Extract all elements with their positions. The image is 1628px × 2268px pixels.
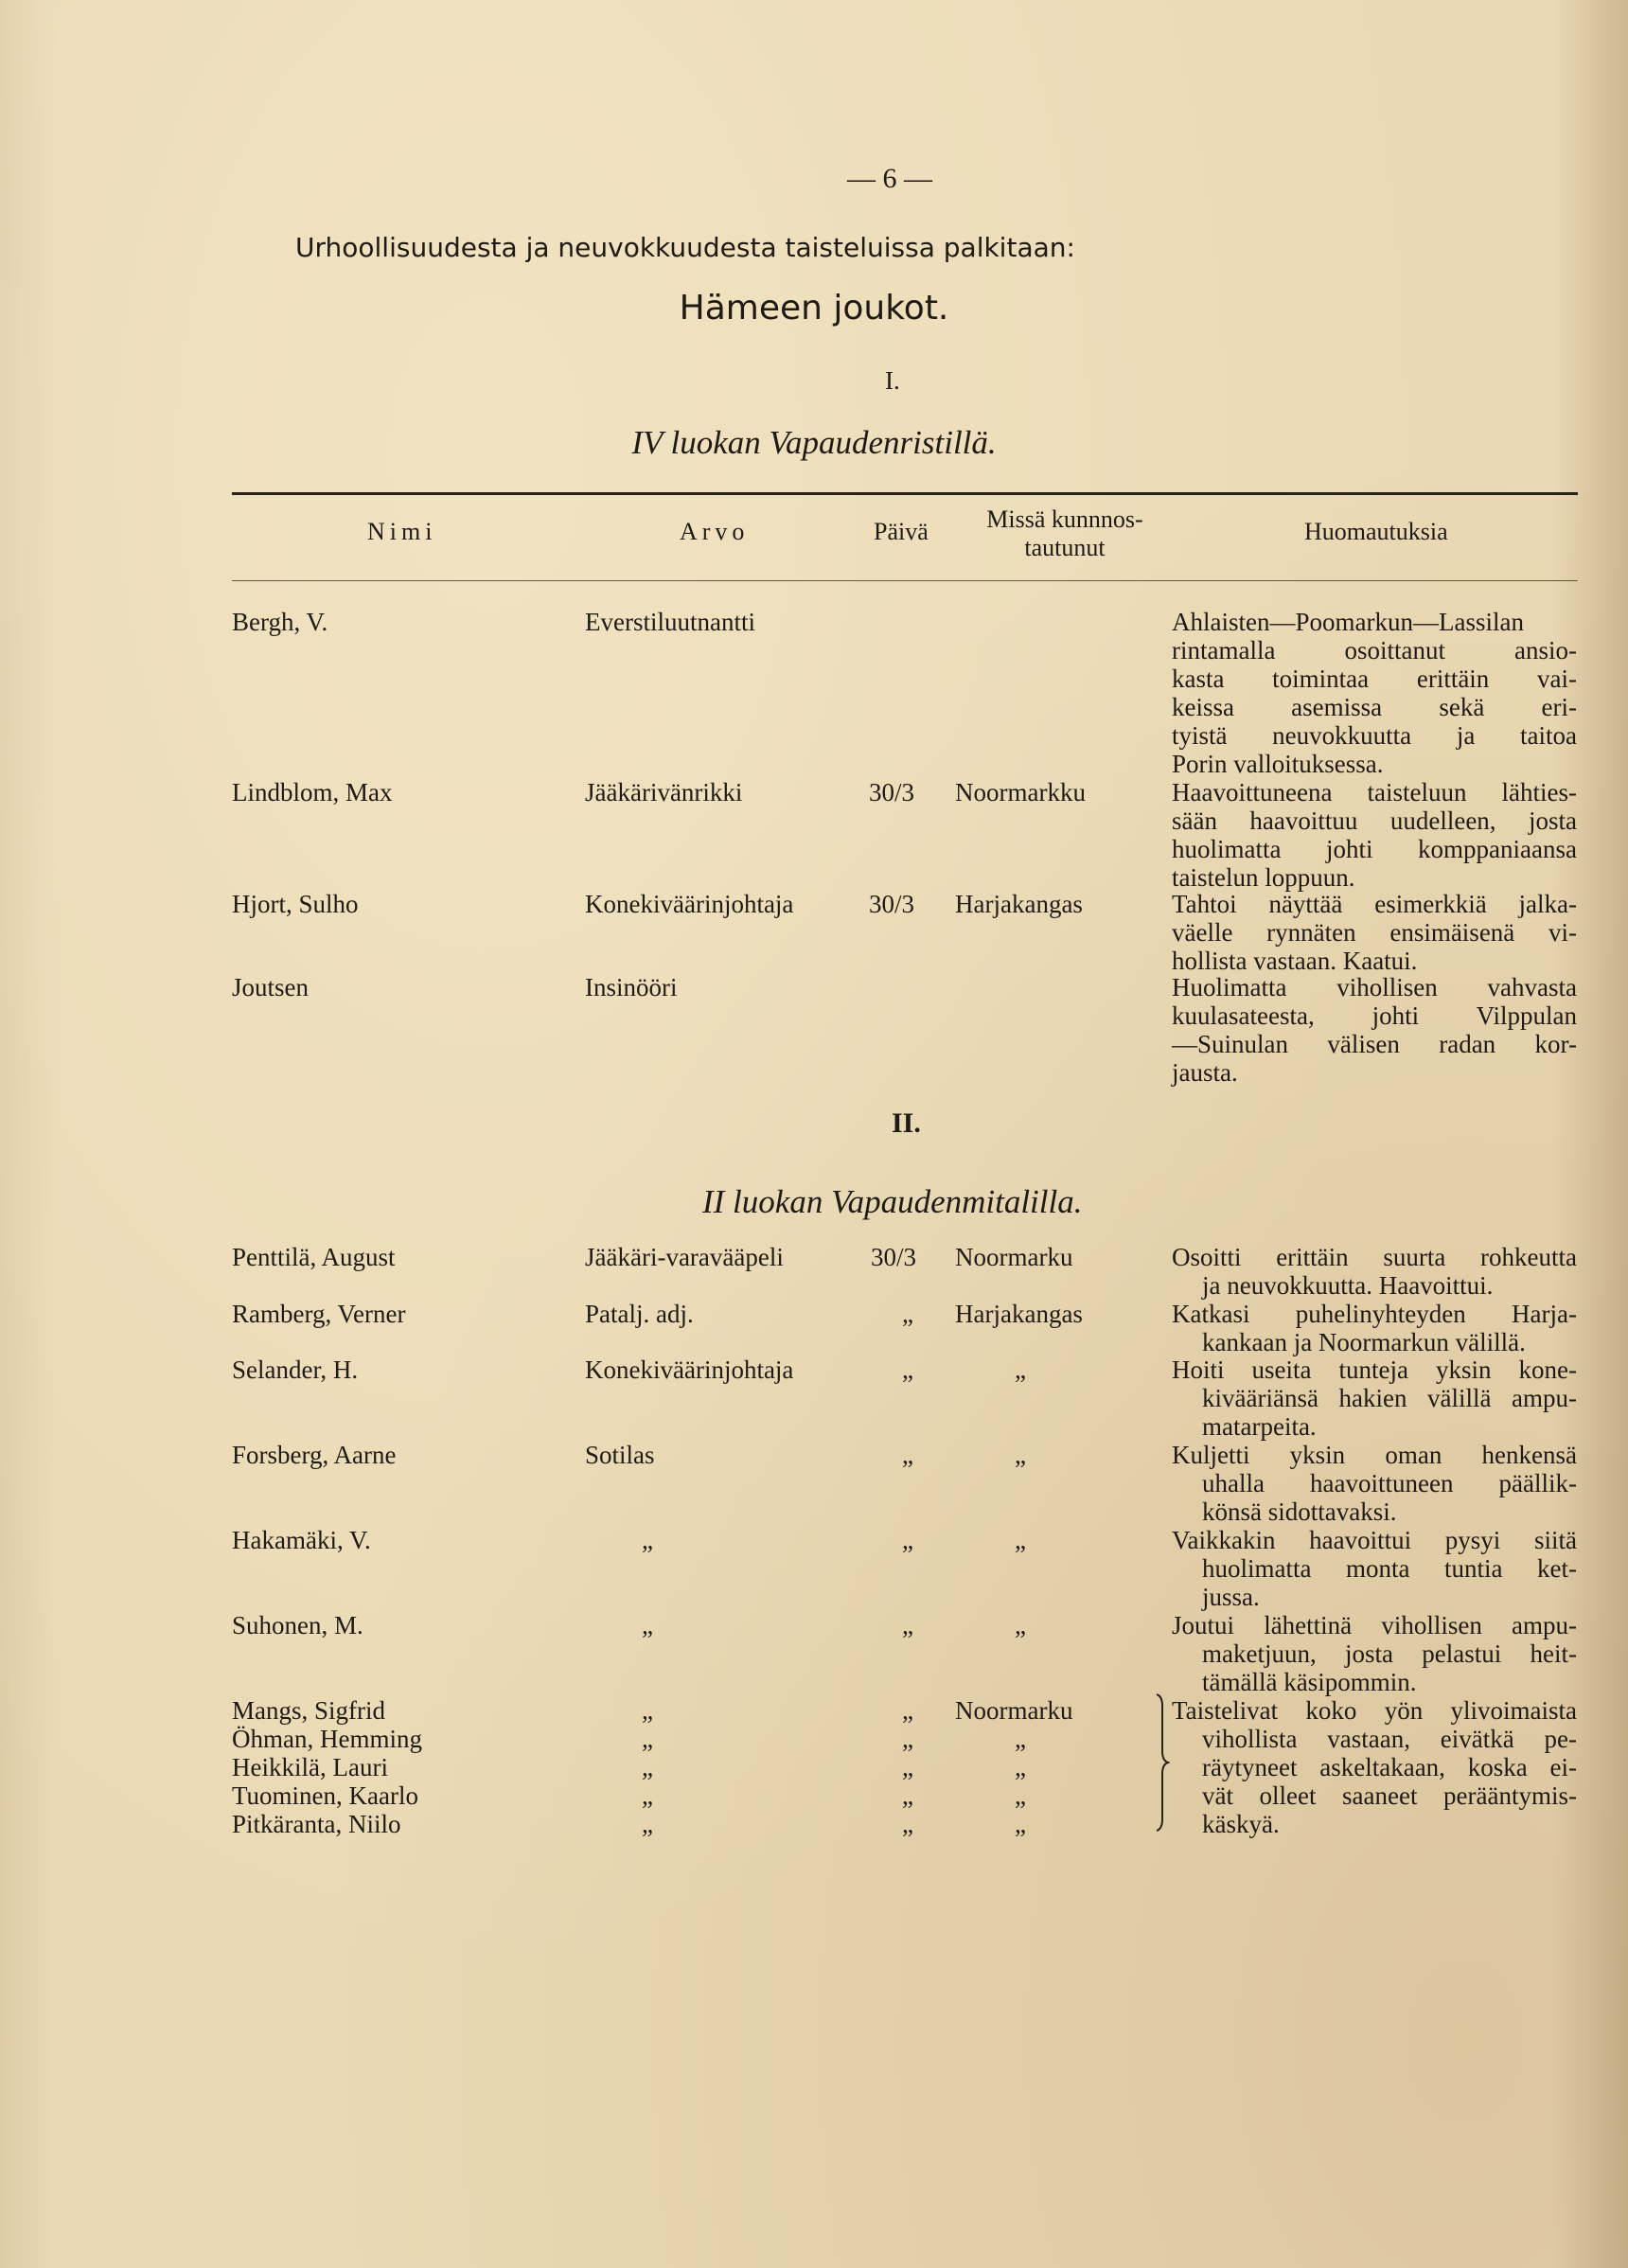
row-date: „ bbox=[902, 1300, 913, 1328]
row-remarks bbox=[1172, 1300, 1577, 1356]
row-name: Bergh, V. bbox=[232, 608, 328, 636]
remark-line: rintamalla osoittanut ansio- bbox=[1172, 636, 1577, 664]
remark-line: könsä sidottavaksi. bbox=[1202, 1497, 1397, 1526]
row-remarks bbox=[1172, 890, 1577, 975]
remark-line: —Suinulan välisen radan kor- bbox=[1172, 1030, 1577, 1058]
row-place: Noormarkku bbox=[955, 778, 1086, 806]
row-rank: Konekiväärinjohtaja bbox=[585, 890, 794, 918]
row-place: „ bbox=[1015, 1810, 1026, 1838]
row-name: Pitkäranta, Niilo bbox=[232, 1810, 401, 1838]
row-rank: Jääkäri-varavääpeli bbox=[585, 1243, 784, 1271]
remark-line: vät olleet saaneet perääntymis- bbox=[1202, 1781, 1577, 1810]
remark-line: tyistä neuvokkuutta ja taitoa bbox=[1172, 721, 1577, 750]
row-place: „ bbox=[1015, 1781, 1026, 1810]
row-rank: „ bbox=[642, 1781, 653, 1810]
col-header-date: Päivä bbox=[874, 518, 929, 545]
row-rank: Insinööri bbox=[585, 973, 678, 1001]
row-place: „ bbox=[1015, 1725, 1026, 1753]
row-remarks bbox=[1172, 608, 1577, 778]
row-place: Noormarku bbox=[955, 1243, 1073, 1271]
remark-line: Osoitti erittäin suurta rohkeutta bbox=[1172, 1243, 1577, 1271]
remark-line: Taistelivat koko yön ylivoimaista bbox=[1172, 1696, 1577, 1725]
row-name: Joutsen bbox=[232, 973, 309, 1001]
row-remarks bbox=[1172, 1355, 1577, 1441]
section-title-2: II luokan Vapaudenmitalilla. bbox=[702, 1183, 1083, 1220]
row-date: „ bbox=[902, 1611, 913, 1639]
row-rank: „ bbox=[642, 1696, 653, 1725]
remark-line: hollista vastaan. Kaatui. bbox=[1172, 947, 1418, 975]
remark-line: tämällä käsipommin. bbox=[1202, 1668, 1417, 1696]
col-header-name: Nimi bbox=[367, 518, 437, 545]
row-remarks bbox=[1172, 778, 1577, 892]
remark-line: matarpeita. bbox=[1202, 1412, 1317, 1441]
remark-line: Hoiti useita tunteja yksin kone- bbox=[1172, 1355, 1577, 1384]
remark-line: kankaan ja Noormarkun välillä. bbox=[1202, 1328, 1526, 1356]
row-date: „ bbox=[902, 1696, 913, 1725]
group-brace bbox=[1153, 1692, 1170, 1833]
row-name: Hakamäki, V. bbox=[232, 1526, 371, 1554]
region-heading: Hämeen joukot. bbox=[679, 289, 949, 328]
row-date: „ bbox=[902, 1355, 913, 1384]
row-name: Mangs, Sigfrid bbox=[232, 1696, 385, 1725]
row-date: 30/3 bbox=[869, 778, 915, 806]
row-date: „ bbox=[902, 1441, 913, 1469]
row-remarks bbox=[1172, 1526, 1577, 1611]
row-date: 30/3 bbox=[871, 1243, 917, 1271]
remark-line: Porin valloituksessa. bbox=[1172, 750, 1384, 778]
row-remarks bbox=[1172, 1243, 1577, 1300]
remark-line: sään haavoittuu uudelleen, josta bbox=[1172, 806, 1577, 835]
row-place: Harjakangas bbox=[955, 890, 1083, 918]
row-rank: Sotilas bbox=[585, 1441, 655, 1469]
row-date: „ bbox=[902, 1725, 913, 1753]
section-title-1: IV luokan Vapaudenristillä. bbox=[631, 424, 997, 461]
remark-line: räytyneet askeltakaan, koska ei- bbox=[1202, 1753, 1577, 1781]
row-name: Öhman, Hemming bbox=[232, 1725, 422, 1753]
row-remarks bbox=[1172, 973, 1577, 1087]
col-header-remarks: Huomautuksia bbox=[1304, 518, 1448, 545]
row-place: „ bbox=[1015, 1355, 1026, 1384]
col-header-place: Missä kunnnos-tautunut bbox=[986, 505, 1143, 561]
row-rank: Konekiväärinjohtaja bbox=[585, 1355, 794, 1384]
row-name: Suhonen, M. bbox=[232, 1611, 363, 1639]
row-rank: Patalj. adj. bbox=[585, 1300, 694, 1328]
row-rank: Jääkärivänrikki bbox=[585, 778, 743, 806]
row-name: Heikkilä, Lauri bbox=[232, 1753, 388, 1781]
row-date: „ bbox=[902, 1526, 913, 1554]
row-rank: „ bbox=[642, 1753, 653, 1781]
remark-line: Haavoittuneena taisteluun lähties- bbox=[1172, 778, 1577, 806]
row-rank: „ bbox=[642, 1526, 653, 1554]
row-name: Selander, H. bbox=[232, 1355, 359, 1384]
row-remarks bbox=[1172, 1611, 1577, 1696]
row-name: Hjort, Sulho bbox=[232, 890, 359, 918]
remark-line: Katkasi puhelinyhteyden Harja- bbox=[1172, 1300, 1577, 1328]
remark-line: huolimatta monta tuntia ket- bbox=[1202, 1554, 1577, 1583]
row-rank: „ bbox=[642, 1810, 653, 1838]
remark-line: käskyä. bbox=[1202, 1810, 1280, 1838]
col-header-rank: Arvo bbox=[680, 518, 750, 545]
page-number: — 6 — bbox=[847, 163, 932, 194]
remark-line: Huolimatta vihollisen vahvasta bbox=[1172, 973, 1577, 1001]
remark-line: vihollista vastaan, eivätkä pe- bbox=[1202, 1725, 1577, 1753]
row-date: „ bbox=[902, 1753, 913, 1781]
row-rank: Everstiluutnantti bbox=[585, 608, 755, 636]
row-name: Penttilä, August bbox=[232, 1243, 396, 1271]
row-place: „ bbox=[1015, 1611, 1026, 1639]
remark-line: huolimatta johti komppaniaansa bbox=[1172, 835, 1577, 863]
remark-line: kivääriänsä hakien välillä ampu- bbox=[1202, 1384, 1577, 1412]
remark-line: taistelun loppuun. bbox=[1172, 863, 1355, 892]
row-rank: „ bbox=[642, 1725, 653, 1753]
row-name: Forsberg, Aarne bbox=[232, 1441, 397, 1469]
remark-line: keissa asemissa sekä eri- bbox=[1172, 693, 1577, 721]
remark-line: väelle rynnäten ensimäisenä vi- bbox=[1172, 918, 1577, 947]
group-remarks bbox=[1172, 1696, 1577, 1838]
remark-line: maketjuun, josta pelastui heit- bbox=[1202, 1639, 1577, 1668]
row-remarks bbox=[1172, 1441, 1577, 1526]
section-numeral-1: I. bbox=[885, 366, 900, 395]
section-numeral-2: II. bbox=[892, 1107, 921, 1139]
row-date: 30/3 bbox=[869, 890, 915, 918]
row-place: „ bbox=[1015, 1526, 1026, 1554]
remark-line: jussa. bbox=[1202, 1583, 1260, 1611]
remark-line: kuulasateesta, johti Vilppulan bbox=[1172, 1001, 1577, 1030]
remark-line: Tahtoi näyttää esimerkkiä jalka- bbox=[1172, 890, 1577, 918]
remark-line: kasta toimintaa erittäin vai- bbox=[1172, 664, 1577, 693]
row-place: „ bbox=[1015, 1753, 1026, 1781]
row-name: Ramberg, Verner bbox=[232, 1300, 406, 1328]
row-place: Harjakangas bbox=[955, 1300, 1083, 1328]
remark-line: jausta. bbox=[1172, 1058, 1238, 1087]
table-header-rule bbox=[232, 580, 1578, 581]
remark-line: Joutui lähettinä vihollisen ampu- bbox=[1172, 1611, 1577, 1639]
row-name: Tuominen, Kaarlo bbox=[232, 1781, 418, 1810]
remark-line: Kuljetti yksin oman henkensä bbox=[1172, 1441, 1577, 1469]
row-place: Noormarku bbox=[955, 1696, 1073, 1725]
remark-line: uhalla haavoittuneen päällik- bbox=[1202, 1469, 1577, 1497]
row-date: „ bbox=[902, 1781, 913, 1810]
table-top-rule bbox=[232, 492, 1578, 495]
remark-line: Ahlaisten—Poomarkun—Lassilan bbox=[1172, 608, 1524, 636]
row-place: „ bbox=[1015, 1441, 1026, 1469]
remark-line: ja neuvokkuutta. Haavoittui. bbox=[1202, 1271, 1494, 1300]
row-date: „ bbox=[902, 1810, 913, 1838]
intro-line: Urhoollisuudesta ja neuvokkuudesta taisteluissa palkitaan: bbox=[295, 232, 1075, 263]
row-name: Lindblom, Max bbox=[232, 778, 393, 806]
row-rank: „ bbox=[642, 1611, 653, 1639]
remark-line: Vaikkakin haavoittui pysyi siitä bbox=[1172, 1526, 1577, 1554]
